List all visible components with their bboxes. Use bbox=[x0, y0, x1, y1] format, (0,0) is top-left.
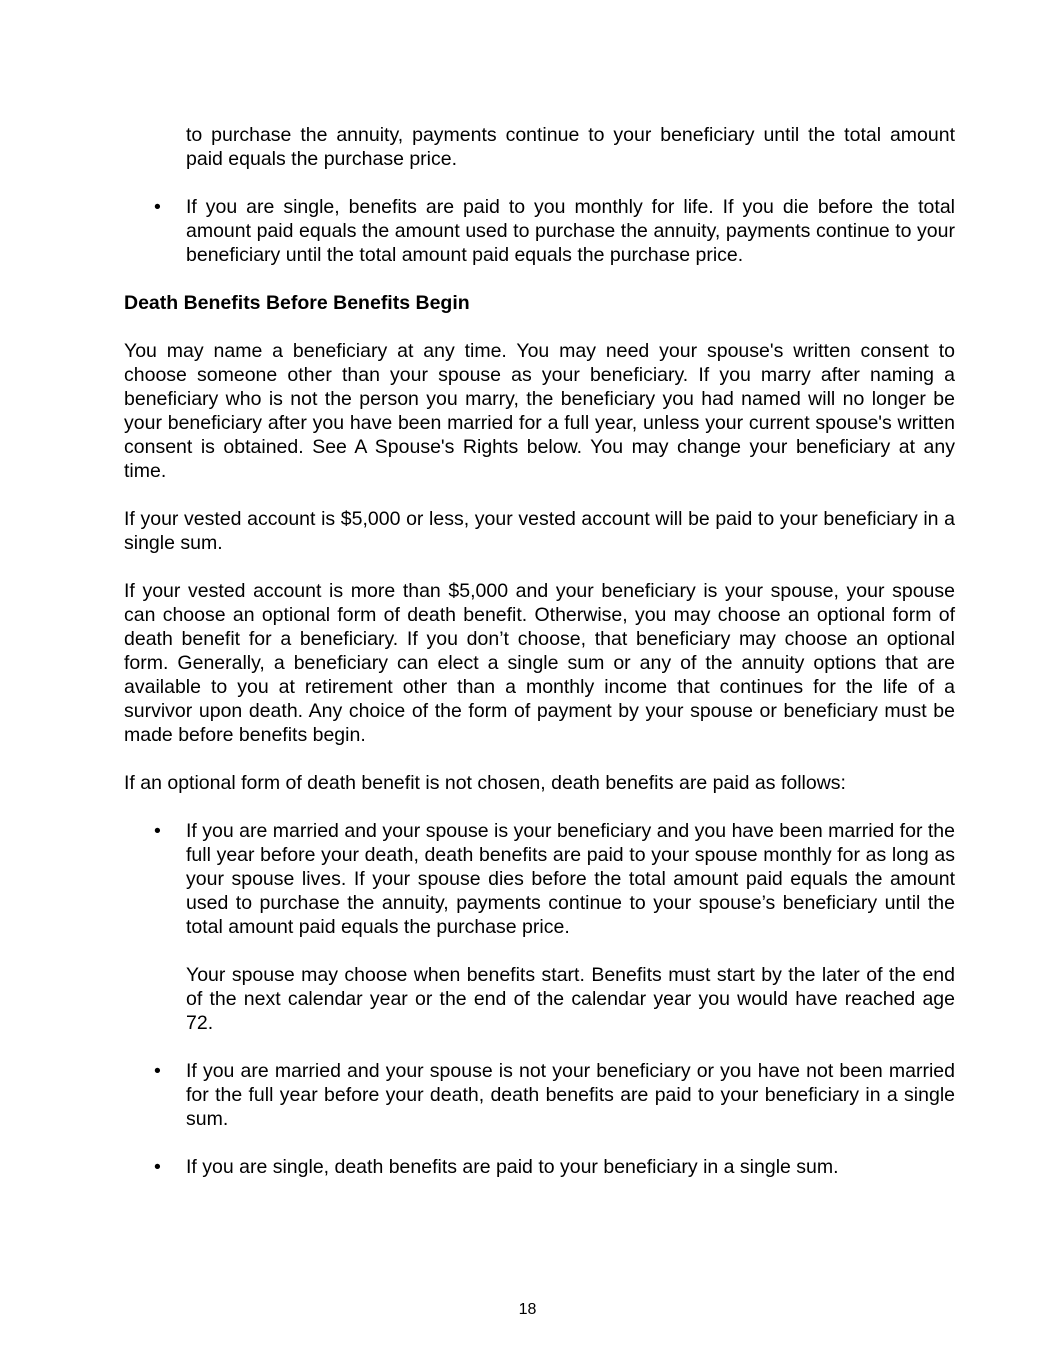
bullet-text: If you are married and your spouse is not your beneficiary or you have not been married for the full year before your death, death benefits are paid to your beneficiary in a single sum. bbox=[186, 1060, 955, 1130]
page-number: 18 bbox=[518, 1301, 537, 1318]
bullet-item-married-other-beneficiary bbox=[154, 1059, 955, 1131]
paragraph-small-account: If your vested account is $5,000 or less, your vested account will be paid to your beneficiary in a single sum. bbox=[124, 508, 955, 554]
bullet-text: If you are married and your spouse is your beneficiary and you have been married for the full year before your death, death benefits are paid to your spouse monthly for as long as your spouse lives. If your spouse dies before the total amount paid equals the amount used to purchase the annuity, payments continue to your spouse’s beneficiary until the total amount paid equals the purchase price. bbox=[186, 820, 955, 938]
bullet-icon: • bbox=[154, 1156, 161, 1178]
bullet-icon: • bbox=[154, 820, 161, 842]
bullet-icon: • bbox=[154, 1060, 161, 1082]
bullet-text: If you are single, death benefits are paid to your beneficiary in a single sum. bbox=[186, 1156, 839, 1178]
section-heading: Death Benefits Before Benefits Begin bbox=[124, 292, 470, 314]
bullet-note-start-date: Your spouse may choose when benefits start. Benefits must start by the later of the end of the next calendar year or the end of the calendar year you would have reached age 72. bbox=[186, 964, 955, 1034]
bullet-item-married-spouse-beneficiary bbox=[154, 819, 955, 939]
bullet-item-single-death bbox=[154, 1155, 955, 1179]
bullet-icon: • bbox=[154, 196, 161, 218]
bullet-text: If you are single, benefits are paid to you monthly for life. If you die before the total amount paid equals the amount used to purchase the annuity, payments continue to your beneficiary until the total amount paid equals the purchase price. bbox=[186, 196, 955, 266]
bullet-item-single-annuity bbox=[154, 195, 955, 267]
paragraph-default-payment: If an optional form of death benefit is not chosen, death benefits are paid as follows: bbox=[124, 772, 846, 794]
document-page bbox=[124, 123, 955, 1179]
paragraph-name-beneficiary: You may name a beneficiary at any time. You may need your spouse's written consent to choose someone other than your spouse as your beneficiary. If you marry after naming a beneficiary who is not the person you marry, the beneficiary you had named will no longer be your beneficiary after you have been married for a full year, unless your current spouse's written consent is obtained. See A Spouse's Rights below. You may change your beneficiary at any time. bbox=[124, 340, 955, 482]
paragraph-optional-form: If your vested account is more than $5,000 and your beneficiary is your spouse, your spouse can choose an optional form of death benefit. Otherwise, you may choose an optional form of death benefit for a beneficiary. If you don’t choose, that beneficiary may choose an optional form. Generally, a beneficiary can elect a single sum or any of the annuity options that are available to you at retirement other than a monthly income that continues for the life of a survivor upon death. Any choice of the form of payment by your spouse or beneficiary must be made before benefits begin. bbox=[124, 580, 955, 746]
continued-paragraph: to purchase the annuity, payments continue to your beneficiary until the total amount paid equals the purchase price. bbox=[186, 124, 955, 170]
